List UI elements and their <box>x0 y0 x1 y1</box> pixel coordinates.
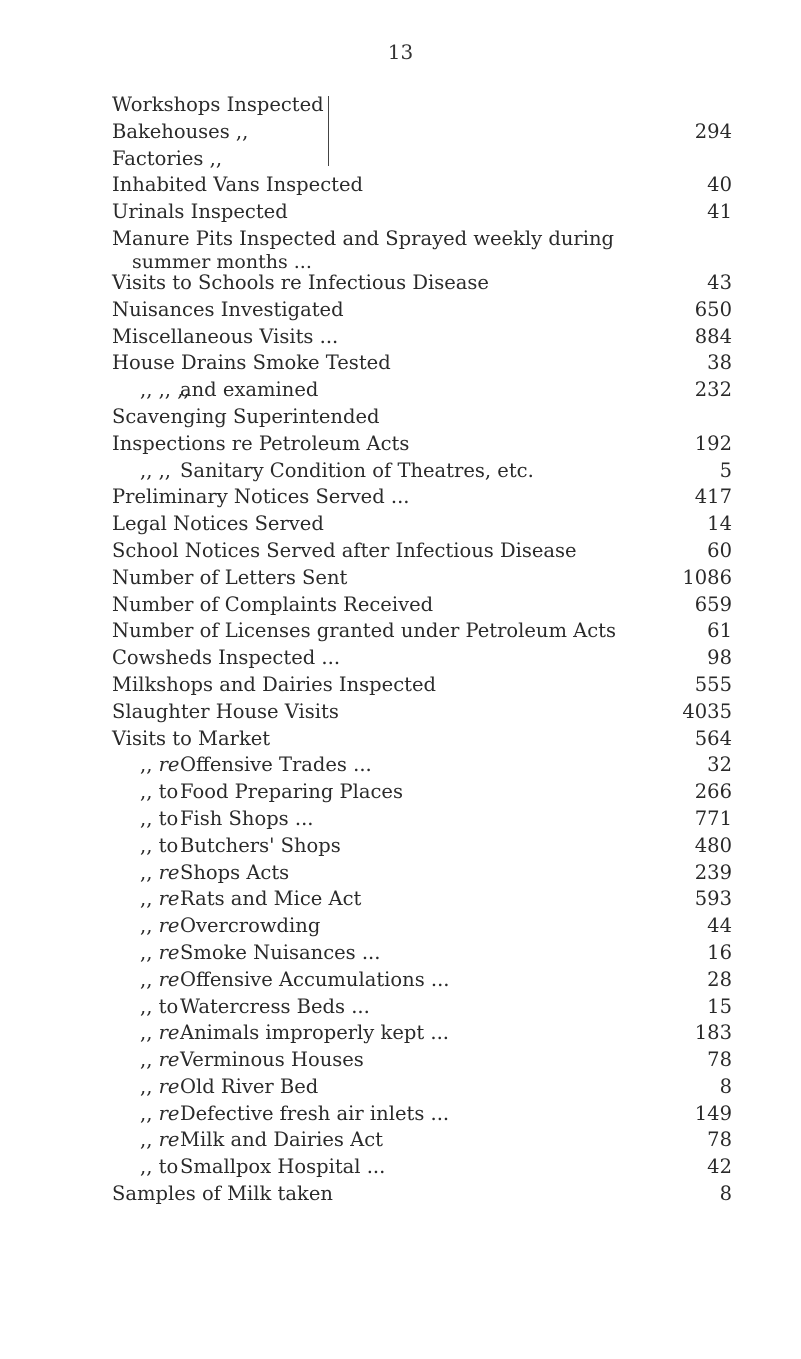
row-label <box>112 404 379 431</box>
row-value: 659 <box>694 592 732 616</box>
row-prefix: ,, re <box>140 860 180 884</box>
row-value: 8 <box>719 1182 732 1206</box>
table-row <box>112 618 732 645</box>
page-number: 13 <box>387 40 414 64</box>
row-prefix: ,, re <box>140 1128 180 1152</box>
row-label <box>112 752 372 779</box>
row-prefix: ,, to <box>140 1155 179 1179</box>
row-label-text: Defective fresh air inlets ... <box>180 1101 450 1125</box>
row-label <box>112 1127 383 1154</box>
row-prefix: ,, ,, ,, <box>140 378 190 402</box>
row-label-text: Inhabited Vans Inspected <box>112 173 363 197</box>
row-label-text: Shops Acts <box>180 860 290 884</box>
table-row <box>112 484 732 511</box>
row-label-text: Visits to Schools re Infectious Disease <box>112 270 489 294</box>
row-value: 417 <box>694 485 732 509</box>
row-value: 771 <box>694 806 732 830</box>
row-label-text: Miscellaneous Visits ... <box>112 324 339 348</box>
row-label <box>112 458 534 485</box>
row-label <box>112 565 347 592</box>
row-label-text: Rats and Mice Act <box>180 887 362 911</box>
row-value: 44 <box>707 914 732 938</box>
row-label-text: Number of Complaints Received <box>112 592 434 616</box>
table-row <box>112 404 732 431</box>
row-label-text: Slaughter House Visits <box>112 699 339 723</box>
row-value: 60 <box>707 538 732 562</box>
row-label <box>112 1074 318 1101</box>
row-prefix: ,, to <box>140 780 179 804</box>
row-label-text: Food Preparing Places <box>180 780 403 804</box>
row-label <box>112 1020 449 1047</box>
table-row <box>112 1047 732 1074</box>
row-label <box>112 860 289 887</box>
row-label <box>112 1047 364 1074</box>
table-row <box>112 1074 732 1101</box>
table-row <box>112 940 732 967</box>
row-label-text: Sanitary Condition of Theatres, etc. <box>180 458 534 482</box>
table-row <box>112 458 732 485</box>
row-prefix: ,, to <box>140 833 179 857</box>
row-value: 16 <box>707 940 732 964</box>
row-value: 61 <box>707 619 732 643</box>
row-value: 480 <box>694 833 732 857</box>
row-label-text: Scavenging Superintended <box>112 404 380 428</box>
table-row <box>112 350 732 377</box>
row-value: 41 <box>707 200 732 224</box>
table-row <box>112 1127 732 1154</box>
row-label-text: Inspections re Petroleum Acts <box>112 431 410 455</box>
row-label <box>112 672 436 699</box>
row-label-text: Manure Pits Inspected and Sprayed weekly during <box>112 226 615 250</box>
table-row <box>112 1181 732 1208</box>
row-label <box>112 886 361 913</box>
table-row <box>112 297 732 324</box>
row-value: 239 <box>694 860 732 884</box>
row-label-text: Number of Letters Sent <box>112 565 348 589</box>
row-label <box>112 350 391 377</box>
row-label-text: and examined <box>180 378 319 402</box>
row-label-text: Verminous Houses <box>180 1048 364 1072</box>
row-value: 1086 <box>682 565 732 589</box>
row-value: 32 <box>707 753 732 777</box>
row-label-text: Legal Notices Served <box>112 512 324 536</box>
row-prefix: ,, re <box>140 1048 180 1072</box>
row-value: 4035 <box>682 699 732 723</box>
row-prefix: ,, re <box>140 887 180 911</box>
row-label <box>112 199 288 226</box>
row-value: 8 <box>719 1074 732 1098</box>
row-value: 555 <box>694 672 732 696</box>
row-label-text: Fish Shops ... <box>180 806 314 830</box>
row-prefix: ,, re <box>140 753 180 777</box>
table-row <box>112 431 732 458</box>
table-row <box>112 1020 732 1047</box>
row-label-text: Bakehouses ,, <box>112 119 249 143</box>
table-row <box>112 672 732 699</box>
table-row <box>112 92 732 119</box>
table-row <box>112 699 732 726</box>
row-label-text: Old River Bed <box>180 1074 319 1098</box>
row-label <box>112 484 410 511</box>
row-value: 294 <box>694 119 732 143</box>
row-value: 14 <box>707 512 732 536</box>
table-row <box>112 565 732 592</box>
table-row <box>112 172 732 199</box>
row-label <box>112 806 313 833</box>
row-value: 5 <box>719 458 732 482</box>
row-value: 43 <box>707 270 732 294</box>
inspection-table <box>112 92 732 1208</box>
row-label <box>112 431 409 458</box>
row-value: 15 <box>707 994 732 1018</box>
row-label <box>112 1181 333 1208</box>
row-prefix: ,, re <box>140 1021 180 1045</box>
row-label <box>112 994 370 1021</box>
table-row <box>112 226 732 273</box>
row-label-text: Nuisances Investigated <box>112 297 344 321</box>
row-label-text: Milk and Dairies Act <box>180 1128 383 1152</box>
row-label <box>112 833 341 860</box>
row-label-text: School Notices Served after Infectious Disease <box>112 538 577 562</box>
row-prefix: ,, to <box>140 994 179 1018</box>
row-label-text: Smallpox Hospital ... <box>180 1155 386 1179</box>
row-label-text: Number of Licenses granted under Petroleum Acts <box>112 619 617 643</box>
row-label <box>112 511 324 538</box>
row-label <box>112 92 324 119</box>
table-row <box>112 886 732 913</box>
row-label <box>112 1154 385 1181</box>
row-label-text: House Drains Smoke Tested <box>112 351 391 375</box>
table-row <box>112 913 732 940</box>
row-prefix: ,, re <box>140 940 180 964</box>
row-label <box>112 645 340 672</box>
row-value: 192 <box>694 431 732 455</box>
table-row <box>112 833 732 860</box>
table-row <box>112 511 732 538</box>
row-label-text: Workshops Inspected <box>112 93 324 116</box>
row-value: 593 <box>694 887 732 911</box>
row-value: 78 <box>707 1128 732 1152</box>
row-label-text: Overcrowding <box>180 914 321 938</box>
table-row <box>112 146 732 173</box>
row-label-text: Smoke Nuisances ... <box>180 940 381 964</box>
row-value: 564 <box>694 726 732 750</box>
row-value: 78 <box>707 1048 732 1072</box>
row-label <box>112 1101 449 1128</box>
table-row <box>112 538 732 565</box>
row-prefix: ,, re <box>140 1074 180 1098</box>
row-value: 38 <box>707 351 732 375</box>
row-label-text: Urinals Inspected <box>112 200 288 224</box>
table-row <box>112 752 732 779</box>
table-row <box>112 377 732 404</box>
row-prefix: ,, to <box>140 806 179 830</box>
row-label <box>112 119 248 146</box>
row-value: 884 <box>694 324 732 348</box>
table-row <box>112 1101 732 1128</box>
row-label <box>112 726 270 753</box>
row-value: 266 <box>694 780 732 804</box>
row-value: 40 <box>707 173 732 197</box>
table-row <box>112 860 732 887</box>
row-value: 232 <box>694 378 732 402</box>
row-label-continuation: summer months ... <box>132 250 312 273</box>
table-row <box>112 199 732 226</box>
row-label-text: Samples of Milk taken <box>112 1182 333 1206</box>
row-label-text: Visits to Market <box>112 726 271 750</box>
row-label <box>112 618 616 645</box>
row-label-text: Preliminary Notices Served ... <box>112 485 410 509</box>
row-value: 650 <box>694 297 732 321</box>
table-row <box>112 119 732 146</box>
row-prefix: ,, re <box>140 914 180 938</box>
row-label <box>112 913 320 940</box>
row-value: 183 <box>694 1021 732 1045</box>
row-label-text: Offensive Trades ... <box>180 753 372 777</box>
table-row <box>112 967 732 994</box>
row-label-text: Milkshops and Dairies Inspected <box>112 672 436 696</box>
row-label <box>112 270 489 297</box>
row-label <box>112 324 338 351</box>
row-label-text: Animals improperly kept ... <box>180 1021 449 1045</box>
row-label <box>112 940 380 967</box>
row-prefix: ,, re <box>140 967 180 991</box>
row-label <box>112 226 614 271</box>
row-label <box>112 699 339 726</box>
row-label <box>112 172 363 199</box>
table-row <box>112 994 732 1021</box>
table-row <box>112 806 732 833</box>
row-value: 149 <box>694 1101 732 1125</box>
row-label <box>112 592 433 619</box>
row-label <box>112 146 222 173</box>
table-row <box>112 645 732 672</box>
row-label-text: Watercress Beds ... <box>180 994 370 1018</box>
row-label <box>112 377 318 404</box>
row-value: 42 <box>707 1155 732 1179</box>
table-row <box>112 726 732 753</box>
table-row <box>112 592 732 619</box>
table-row <box>112 779 732 806</box>
row-label <box>112 967 450 994</box>
table-row <box>112 324 732 351</box>
row-prefix: ,, re <box>140 1101 180 1125</box>
row-value: 28 <box>707 967 732 991</box>
row-label <box>112 297 344 324</box>
row-label-text: Cowsheds Inspected ... <box>112 646 341 670</box>
table-row <box>112 270 732 297</box>
row-value: 98 <box>707 646 732 670</box>
row-label-text: Offensive Accumulations ... <box>180 967 450 991</box>
row-label-text: Factories ,, <box>112 146 223 170</box>
row-label-text: Butchers' Shops <box>180 833 341 857</box>
row-label <box>112 779 403 806</box>
row-prefix: ,, ,, <box>140 458 171 482</box>
table-row <box>112 1154 732 1181</box>
row-label <box>112 538 577 565</box>
